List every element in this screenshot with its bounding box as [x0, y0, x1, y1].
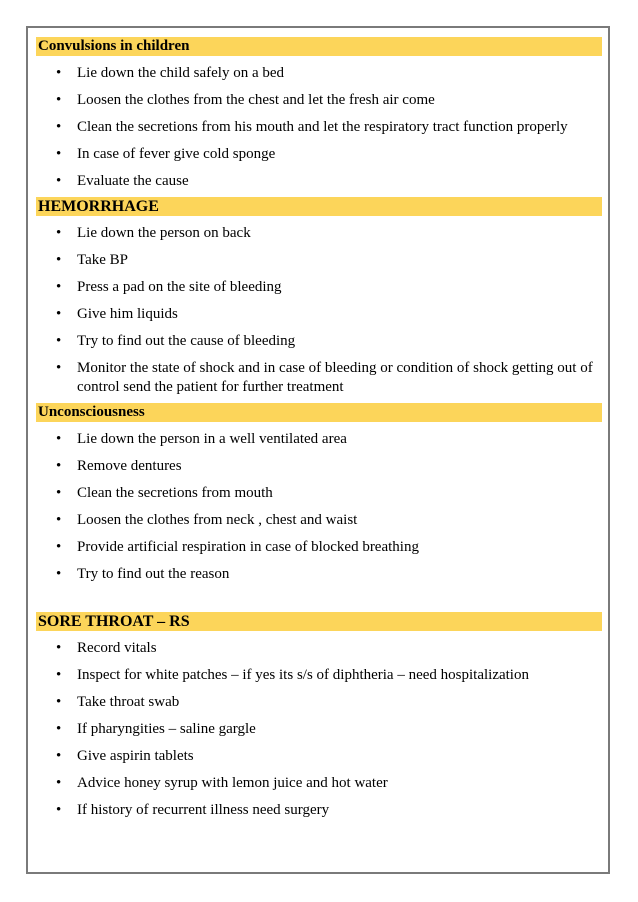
- list-item: [36, 172, 602, 191]
- list-item-text: In case of fever give cold sponge: [77, 146, 276, 162]
- list-item: [36, 484, 602, 503]
- document-content: [36, 37, 602, 826]
- list-item: [36, 538, 602, 557]
- bullet-icon: •: [56, 65, 62, 81]
- list-item: [36, 666, 602, 685]
- list-item: [36, 332, 602, 351]
- list-item: [36, 720, 602, 739]
- list-item: [36, 118, 602, 137]
- list-item-text: Inspect for white patches – if yes its s/s of diphtheria – need hospitalization: [77, 667, 529, 683]
- bullet-icon: •: [56, 802, 62, 818]
- list-item-text: Give aspirin tablets: [77, 748, 194, 764]
- list-item: [36, 774, 602, 793]
- list-item: [36, 64, 602, 83]
- bullet-icon: •: [56, 721, 62, 737]
- section-heading: SORE THROAT – RS: [36, 612, 602, 631]
- bullet-icon: •: [56, 694, 62, 710]
- list-item-text: Give him liquids: [77, 306, 178, 322]
- list-item-text: If history of recurrent illness need surgery: [77, 802, 330, 818]
- list-item-text: Lie down the person on back: [77, 225, 251, 241]
- bullet-icon: •: [56, 279, 62, 295]
- list-item-text: Take throat swab: [77, 694, 180, 710]
- section-heading: HEMORRHAGE: [36, 197, 602, 216]
- list-item: [36, 639, 602, 658]
- list-item-text: Record vitals: [77, 640, 157, 656]
- section-heading: Convulsions in children: [36, 37, 602, 56]
- bullet-icon: •: [56, 512, 62, 528]
- bullet-list: [36, 64, 602, 197]
- list-item-text: If pharyngities – saline gargle: [77, 721, 256, 737]
- bullet-icon: •: [56, 566, 62, 582]
- bullet-icon: •: [56, 306, 62, 322]
- bullet-icon: •: [56, 360, 62, 376]
- list-item-text: Loosen the clothes from neck , chest and waist: [77, 512, 358, 528]
- section-hemorrhage: [36, 197, 602, 403]
- bullet-icon: •: [56, 252, 62, 268]
- list-item: [36, 565, 602, 584]
- list-item-text: Remove dentures: [77, 458, 182, 474]
- list-item: [36, 145, 602, 164]
- list-item: [36, 91, 602, 110]
- section-heading: Unconsciousness: [36, 403, 602, 422]
- list-item-text: Lie down the child safely on a bed: [77, 65, 285, 81]
- bullet-icon: •: [56, 173, 62, 189]
- list-item-text: Advice honey syrup with lemon juice and hot water: [77, 775, 388, 791]
- list-item: [36, 457, 602, 476]
- section-unconsciousness: [36, 403, 602, 612]
- section-spacer: [36, 590, 602, 612]
- bullet-icon: •: [56, 92, 62, 108]
- bullet-list: [36, 430, 602, 590]
- list-item-text: Clean the secretions from his mouth and let the respiratory tract function properly: [77, 119, 568, 135]
- bullet-icon: •: [56, 775, 62, 791]
- bullet-icon: •: [56, 748, 62, 764]
- list-item: [36, 278, 602, 297]
- list-item-text: Try to find out the cause of bleeding: [77, 333, 296, 349]
- list-item-text: Try to find out the reason: [77, 566, 230, 582]
- list-item-text: Clean the secretions from mouth: [77, 485, 273, 501]
- bullet-icon: •: [56, 458, 62, 474]
- bullet-list: [36, 639, 602, 826]
- list-item-text: Press a pad on the site of bleeding: [77, 279, 282, 295]
- bullet-icon: •: [56, 539, 62, 555]
- bullet-icon: •: [56, 119, 62, 135]
- list-item-text: Take BP: [77, 252, 129, 268]
- bullet-icon: •: [56, 146, 62, 162]
- bullet-icon: •: [56, 431, 62, 447]
- list-item: [36, 511, 602, 530]
- bullet-icon: •: [56, 667, 62, 683]
- bullet-icon: •: [56, 640, 62, 656]
- list-item: [36, 224, 602, 243]
- list-item: [36, 430, 602, 449]
- list-item-text: Loosen the clothes from the chest and let the fresh air come: [77, 92, 435, 108]
- list-item-text: Lie down the person in a well ventilated area: [77, 431, 347, 447]
- list-item-text: Monitor the state of shock and in case of bleeding or condition of shock getting out of control send the patient for further treatment: [77, 360, 593, 395]
- bullet-icon: •: [56, 333, 62, 349]
- bullet-list: [36, 224, 602, 403]
- list-item: [36, 251, 602, 270]
- bullet-icon: •: [56, 485, 62, 501]
- list-item: [36, 747, 602, 766]
- section-sore-throat: [36, 612, 602, 826]
- section-convulsions: [36, 37, 602, 197]
- list-item-text: Evaluate the cause: [77, 173, 189, 189]
- list-item: [36, 693, 602, 712]
- list-item: [36, 801, 602, 820]
- list-item-text: Provide artificial respiration in case of blocked breathing: [77, 539, 419, 555]
- list-item: [36, 359, 602, 397]
- bullet-icon: •: [56, 225, 62, 241]
- list-item: [36, 305, 602, 324]
